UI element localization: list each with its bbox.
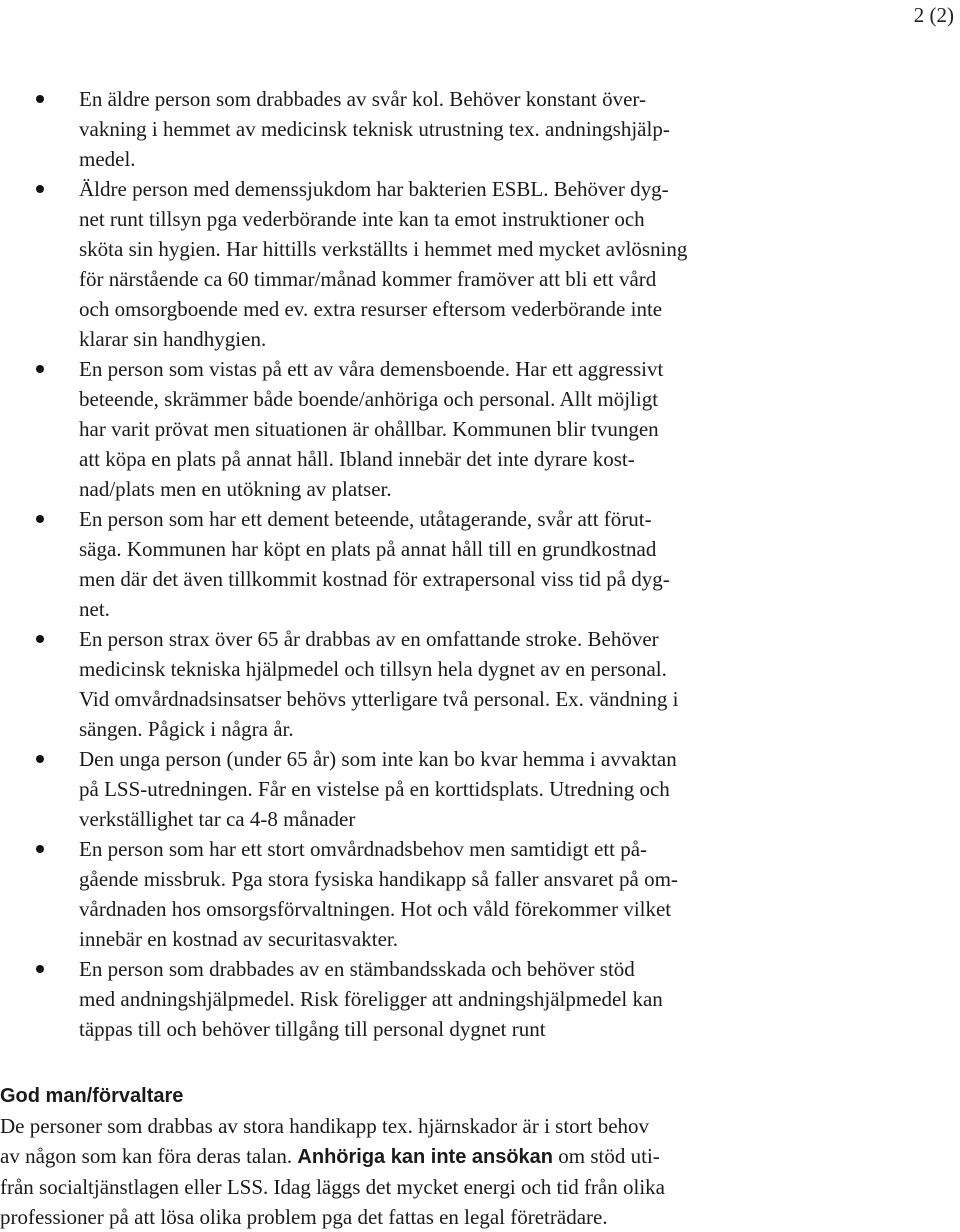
text-line: net. (79, 597, 110, 621)
bullet-dot-icon (36, 755, 44, 763)
text-line: vårdnaden hos omsorgsförvaltningen. Hot och våld förekommer vilket (79, 897, 672, 921)
section-heading: God man/förvaltare (0, 1085, 184, 1107)
text-line: En person som vistas på ett av våra demensboende. Har ett aggressivt (79, 357, 664, 381)
text-line: klarar sin handhygien. (79, 327, 267, 351)
text-segment: av någon som kan föra deras talan. (0, 1144, 298, 1168)
text-line: på LSS-utredningen. Får en vistelse på en korttidsplats. Utredning och (79, 777, 670, 801)
text-line: innebär en kostnad av securitasvakter. (79, 927, 398, 951)
text-line (0, 1141, 960, 1172)
bullet-item-5 (0, 624, 960, 744)
bullet-dot-icon (36, 515, 44, 523)
text-line: En person strax över 65 år drabbas av en omfattande stroke. Behöver (79, 627, 659, 651)
text-line: Den unga person (under 65 år) som inte kan bo kvar hemma i avvaktan (79, 747, 677, 771)
text-line: nad/plats men en utökning av platser. (79, 477, 392, 501)
bullet-item-3 (0, 354, 960, 504)
text-line: sköta sin hygien. Har hittills verkställts i hemmet med mycket avlösning (79, 237, 688, 261)
bullet-item-7 (0, 834, 960, 954)
text-line: En person som har ett dement beteende, utåtagerande, svår att förut- (79, 507, 652, 531)
bullet-item-4 (0, 504, 960, 624)
bullet-dot-icon (36, 95, 44, 103)
bullet-item-1 (0, 84, 960, 174)
text-line: En person som drabbades av en stämbandsskada och behöver stöd (79, 957, 635, 981)
text-line: för närstående ca 60 timmar/månad kommer framöver att bli ett vård (79, 267, 657, 291)
page-number: 2 (2) (913, 3, 954, 27)
text-line: och omsorgboende med ev. extra resurser eftersom vederbörande inte (79, 297, 663, 321)
bullet-item-8 (0, 954, 960, 1044)
bullet-item-2 (0, 174, 960, 354)
text-line: En äldre person som drabbades av svår kol. Behöver konstant över- (79, 87, 646, 111)
text-line: En person som har ett stort omvårdnadsbehov men samtidigt ett på- (79, 837, 648, 861)
text-line: De personer som drabbas av stora handikapp tex. hjärnskador är i stort behov (0, 1114, 650, 1138)
bullet-dot-icon (36, 185, 44, 193)
bold-emphasis: Anhöriga kan inte ansökan (297, 1146, 554, 1168)
text-line: från socialtjänstlagen eller LSS. Idag läggs det mycket energi och tid från olika (0, 1175, 665, 1199)
text-line: säga. Kommunen har köpt en plats på annat håll till en grundkostnad (79, 537, 657, 561)
text-line: vakning i hemmet av medicinsk teknisk utrustning tex. andningshjälp- (79, 117, 670, 141)
bullet-dot-icon (36, 365, 44, 373)
text-line: med andningshjälpmedel. Risk föreligger att andningshjälpmedel kan (79, 987, 663, 1011)
guardian-section (0, 1081, 960, 1232)
bullet-item-6 (0, 744, 960, 834)
bullet-dot-icon (36, 845, 44, 853)
text-line: professioner på att lösa olika problem pga det fattas en legal företrädare. (0, 1205, 608, 1229)
section-paragraph (0, 1111, 960, 1232)
text-line: medel. (79, 147, 136, 171)
text-segment: om stöd uti- (553, 1144, 660, 1168)
case-bullet-list (0, 84, 960, 1044)
text-line: har varit prövat men situationen är ohållbar. Kommunen blir tvungen (79, 417, 659, 441)
text-line: net runt tillsyn pga vederbörande inte kan ta emot instruktioner och (79, 207, 645, 231)
text-line: sängen. Pågick i några år. (79, 717, 294, 741)
text-line: Äldre person med demenssjukdom har bakterien ESBL. Behöver dyg- (79, 177, 669, 201)
text-line: täppas till och behöver tillgång till personal dygnet runt (79, 1017, 546, 1041)
text-line: att köpa en plats på annat håll. Ibland innebär det inte dyrare kost- (79, 447, 635, 471)
text-line: verkställighet tar ca 4-8 månader (79, 807, 356, 831)
text-line: beteende, skrämmer både boende/anhöriga och personal. Allt möjligt (79, 387, 659, 411)
text-line: gående missbruk. Pga stora fysiska handikapp så faller ansvaret på om- (79, 867, 678, 891)
bullet-dot-icon (36, 965, 44, 973)
text-line: medicinsk tekniska hjälpmedel och tillsyn hela dygnet av en personal. (79, 657, 667, 681)
bullet-dot-icon (36, 635, 44, 643)
text-line: Vid omvårdnadsinsatser behövs ytterligare två personal. Ex. vändning i (79, 687, 679, 711)
text-line: men där det även tillkommit kostnad för extrapersonal viss tid på dyg- (79, 567, 670, 591)
